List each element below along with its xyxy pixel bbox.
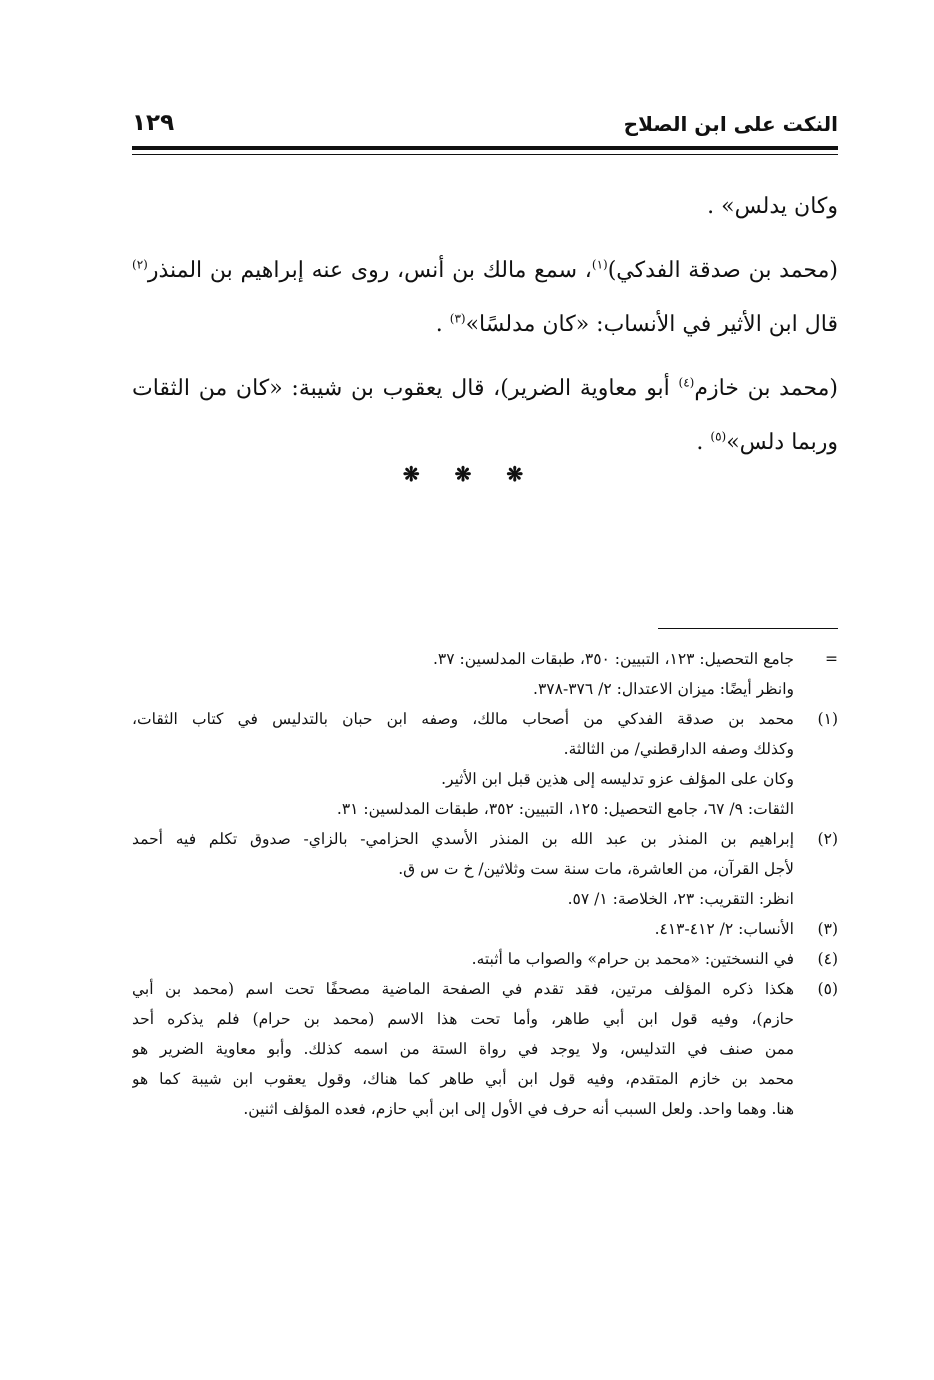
footnote-line: وكان على المؤلف عزو تدليسه إلى هذين قبل ابن الأثير. xyxy=(441,770,794,788)
p2-part1: (محمد بن صدقة الفدكي) xyxy=(607,258,838,283)
p2-part2: ، سمع مالك بن أنس، روى عنه إبراهيم بن المنذر xyxy=(147,258,592,283)
section-separator: ❋ ❋ ❋ xyxy=(402,462,538,486)
footnote-ref-3[interactable]: (٣) xyxy=(449,311,466,326)
main-text xyxy=(132,180,838,480)
footnotes xyxy=(132,644,838,1124)
footnote-line: محمد بن صدقة الفدكي من أصحاب مالك، وصفه ابن حبان بالتدليس في كتاب الثقات، xyxy=(132,710,794,728)
footnote-1 xyxy=(132,704,838,824)
paragraph-3 xyxy=(132,362,838,470)
footnote-ref-5[interactable]: (٥) xyxy=(710,429,727,444)
p2-part3: قال ابن الأثير في الأنساب: «كان مدلسًا» xyxy=(465,312,838,337)
footnote-4 xyxy=(132,944,838,974)
p3-part1: (محمد بن خازم xyxy=(694,376,838,401)
footnote-ref-4[interactable]: (٤) xyxy=(678,375,695,390)
footnote-3 xyxy=(132,914,838,944)
footnote-number: (٤) xyxy=(817,950,838,968)
footnote-number: (٥) xyxy=(817,980,838,998)
running-title: النكت على ابن الصلاح xyxy=(623,112,838,136)
footnote-line: الأنساب: ٢/ ٤١٢-٤١٣. xyxy=(654,920,794,938)
footnote-number: (١) xyxy=(817,710,838,728)
footnote-number: (٣) xyxy=(817,920,838,938)
p2-part4: . xyxy=(435,312,450,337)
footnote-line: هنا. وهما واحد. ولعل السبب أنه حرف في الأول إلى ابن أبي حازم، فعده المؤلف اثنين. xyxy=(243,1100,794,1118)
footnote-line: لأجل القرآن، من العاشرة، مات سنة ست وثلاثين/ خ ت س ق. xyxy=(398,860,794,878)
p3-part3: . xyxy=(696,430,711,455)
footnote-line: في النسختين: «محمد بن حرام» والصواب ما أثبته. xyxy=(471,950,794,968)
header-rule-thick xyxy=(132,146,838,150)
footnote-ref-2[interactable]: (٢) xyxy=(132,257,148,272)
footnote-line: وكذلك وصفه الدارقطني/ من الثالثة. xyxy=(563,740,794,758)
footnote-line: إبراهيم بن المنذر بن عبد الله بن المنذر الأسدي الحزامي- بالزاي- صدوق تكلم فيه أحمد xyxy=(132,830,794,848)
footnote-line: حازم)، وفيه قول ابن أبي طاهر، وأما تحت هذا الاسم (محمد بن حرام) فلم يذكره أحد xyxy=(132,1010,794,1028)
footnote-line: وانظر أيضًا: ميزان الاعتدال: ٢/ ٣٧٦-٣٧٨. xyxy=(533,680,794,698)
footnote-line: محمد بن خازم المتقدم، وفيه قول ابن أبي طاهر كما هناك، وقول يعقوب ابن شيبة كما هو xyxy=(132,1070,794,1088)
footnote-continued xyxy=(132,644,838,704)
footnote-2 xyxy=(132,824,838,914)
paragraph-1-text: وكان يدلس» . xyxy=(707,194,838,219)
header-rule-thin xyxy=(132,154,838,155)
footnote-line: جامع التحصيل: ١٢٣، التبيين: ٣٥٠، طبقات المدلسين: ٣٧. xyxy=(432,650,794,668)
footnote-line: الثقات: ٩/ ٦٧، جامع التحصيل: ١٢٥، التبيين: ٣٥٢، طبقات المدلسين: ٣١. xyxy=(336,800,794,818)
footnote-ref-1[interactable]: (١) xyxy=(591,257,608,272)
footnote-rule xyxy=(658,628,838,629)
page-header xyxy=(132,108,838,144)
footnote-number: (٢) xyxy=(817,830,838,848)
p3-part2: أبو معاوية الضرير)، قال يعقوب بن شيبة: «كان من الثقات وربما دلس» xyxy=(132,376,838,455)
footnote-number: = xyxy=(825,650,838,668)
paragraph-1 xyxy=(132,180,838,234)
footnote-line: ممن صنف في التدليس، ولا يوجد في رواة الستة من اسمه كذلك. وأبو معاوية الضرير هو xyxy=(132,1040,794,1058)
footnote-line: هكذا ذكره المؤلف مرتين، فقد تقدم في الصفحة الماضية مصحفًا تحت اسم (محمد بن أبي xyxy=(132,980,794,998)
page-number: ١٢٩ xyxy=(132,110,175,136)
footnote-5 xyxy=(132,974,838,1124)
paragraph-2 xyxy=(132,244,838,352)
footnote-line: انظر: التقريب: ٢٣، الخلاصة: ١/ ٥٧. xyxy=(567,890,794,908)
